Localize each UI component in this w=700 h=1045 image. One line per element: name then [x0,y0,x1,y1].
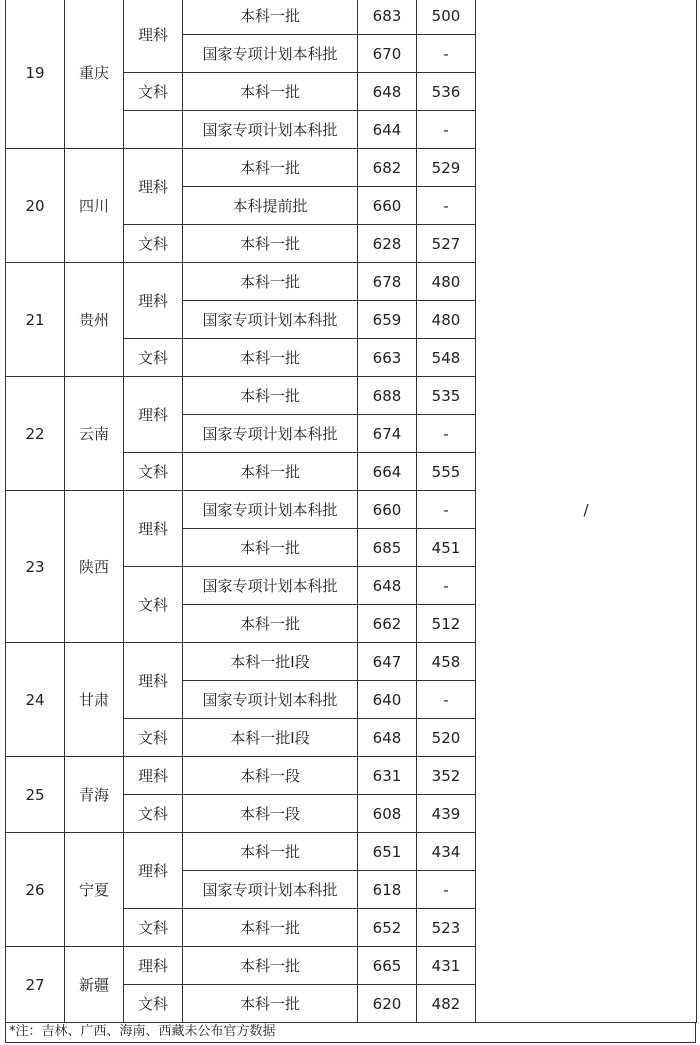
min-score: 670 [358,35,417,73]
batch-name: 本科一批 [183,909,358,947]
rank-value: 439 [417,795,476,833]
rank-value: 352 [417,757,476,795]
min-score: 647 [358,643,417,681]
min-score: 665 [358,947,417,985]
subject-type: 理科 [124,0,183,73]
min-score: 660 [358,187,417,225]
rank-value: - [417,491,476,529]
min-score: 663 [358,339,417,377]
rank-value: 520 [417,719,476,757]
batch-name: 本科一批 [183,339,358,377]
batch-name: 本科一批 [183,377,358,415]
rank-value: 458 [417,643,476,681]
rank-value: 482 [417,985,476,1023]
rank-value: 480 [417,263,476,301]
subject-type: 理科 [124,263,183,339]
batch-name: 本科一批 [183,833,358,871]
subject-type: 文科 [124,719,183,757]
province-number: 23 [6,491,65,643]
province-number: 21 [6,263,65,377]
batch-name: 本科一批 [183,73,358,111]
province-name: 云南 [65,377,124,491]
batch-name: 本科一批 [183,529,358,567]
min-score: 652 [358,909,417,947]
batch-name: 本科一段 [183,757,358,795]
province-name: 重庆 [65,0,124,149]
rank-value: 548 [417,339,476,377]
rank-value: - [417,415,476,453]
subject-type: 文科 [124,909,183,947]
min-score: 648 [358,719,417,757]
min-score: 648 [358,567,417,605]
batch-name: 本科一批 [183,985,358,1023]
subject-type: 文科 [124,225,183,263]
subject-type: 理科 [124,149,183,225]
rank-value: - [417,871,476,909]
batch-name: 国家专项计划本科批 [183,301,358,339]
province-name: 陕西 [65,491,124,643]
table-row [6,0,697,35]
batch-name: 本科一批 [183,605,358,643]
admission-score-table [5,0,697,1023]
subject-type: 文科 [124,567,183,643]
province-number: 26 [6,833,65,947]
province-name: 宁夏 [65,833,124,947]
min-score: 648 [358,73,417,111]
batch-name: 本科一批I段 [183,643,358,681]
subject-type: 文科 [124,795,183,833]
batch-name: 本科一批 [183,453,358,491]
province-name: 青海 [65,757,124,833]
batch-name: 本科一批 [183,225,358,263]
footnote: *注：吉林、广西、海南、西藏未公布官方数据 [5,1023,696,1043]
min-score: 631 [358,757,417,795]
subject-type: 理科 [124,643,183,719]
table-body [6,0,697,1023]
batch-name: 国家专项计划本科批 [183,681,358,719]
min-score: 685 [358,529,417,567]
rank-value: 451 [417,529,476,567]
province-number: 27 [6,947,65,1023]
min-score: 628 [358,225,417,263]
batch-name: 本科一批 [183,0,358,35]
min-score: 660 [358,491,417,529]
subject-type: 理科 [124,491,183,567]
min-score: 640 [358,681,417,719]
batch-name: 国家专项计划本科批 [183,35,358,73]
min-score: 674 [358,415,417,453]
subject-type: 理科 [124,833,183,909]
batch-name: 国家专项计划本科批 [183,111,358,149]
rank-value: - [417,35,476,73]
province-name: 四川 [65,149,124,263]
rank-value: 536 [417,73,476,111]
rank-value: 500 [417,0,476,35]
rank-value: 535 [417,377,476,415]
subject-type: 文科 [124,985,183,1023]
min-score: 644 [358,111,417,149]
province-name: 贵州 [65,263,124,377]
batch-name: 国家专项计划本科批 [183,415,358,453]
min-score: 683 [358,0,417,35]
batch-name: 国家专项计划本科批 [183,871,358,909]
min-score: 659 [358,301,417,339]
subject-type: 理科 [124,377,183,453]
rank-value: 434 [417,833,476,871]
province-number: 20 [6,149,65,263]
batch-name: 国家专项计划本科批 [183,491,358,529]
batch-name: 本科一批I段 [183,719,358,757]
subject-type: 文科 [124,453,183,491]
min-score: 618 [358,871,417,909]
rank-value: 512 [417,605,476,643]
province-name: 甘肃 [65,643,124,757]
subject-type [124,111,183,149]
rank-value: 431 [417,947,476,985]
province-number: 22 [6,377,65,491]
min-score: 678 [358,263,417,301]
province-number: 25 [6,757,65,833]
min-score: 662 [358,605,417,643]
subject-type: 文科 [124,73,183,111]
subject-type: 理科 [124,947,183,985]
batch-name: 本科一批 [183,947,358,985]
batch-name: 本科一批 [183,263,358,301]
min-score: 620 [358,985,417,1023]
province-number: 24 [6,643,65,757]
batch-name: 本科提前批 [183,187,358,225]
batch-name: 国家专项计划本科批 [183,567,358,605]
province-number: 19 [6,0,65,149]
batch-name: 本科一段 [183,795,358,833]
min-score: 664 [358,453,417,491]
min-score: 608 [358,795,417,833]
rank-value: - [417,187,476,225]
rank-value: 480 [417,301,476,339]
rank-value: - [417,681,476,719]
rank-value: 555 [417,453,476,491]
min-score: 688 [358,377,417,415]
rank-value: 527 [417,225,476,263]
subject-type: 理科 [124,757,183,795]
rank-value: 523 [417,909,476,947]
subject-type: 文科 [124,339,183,377]
rank-value: - [417,111,476,149]
batch-name: 本科一批 [183,149,358,187]
min-score: 651 [358,833,417,871]
merged-extra-cell: / [476,0,697,1023]
rank-value: 529 [417,149,476,187]
min-score: 682 [358,149,417,187]
rank-value: - [417,567,476,605]
province-name: 新疆 [65,947,124,1023]
